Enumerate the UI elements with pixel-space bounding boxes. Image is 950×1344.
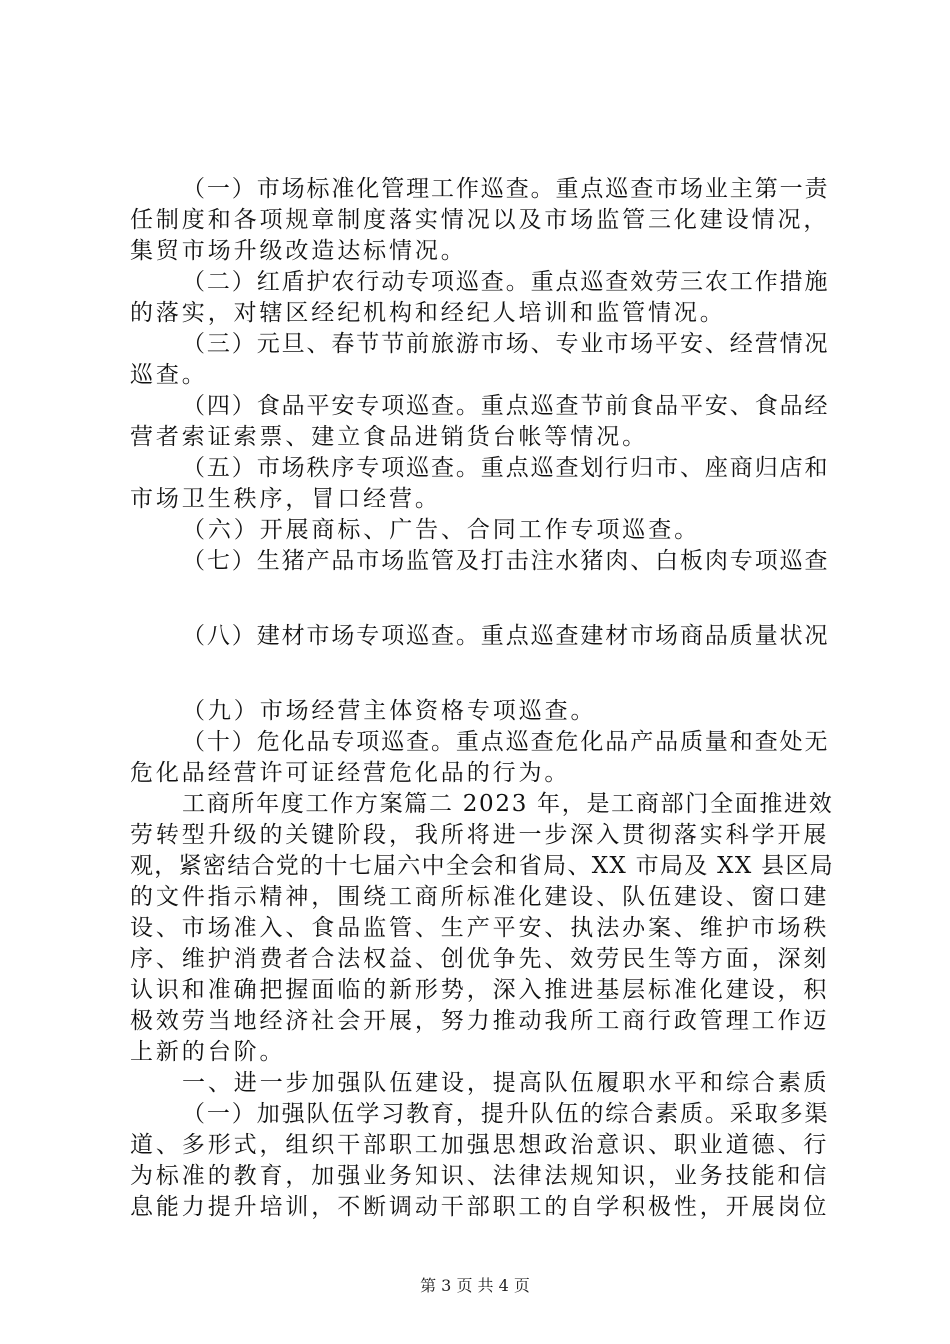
text-line: （四）食品平安专项巡查。重点巡查节前食品平安、食品经: [182, 393, 830, 419]
text-line: （二）红盾护农行动专项巡查。重点巡查效劳三农工作措施: [182, 269, 830, 295]
text-line: （六）开展商标、广告、合同工作专项巡查。: [182, 517, 700, 543]
text-line: 任制度和各项规章制度落实情况以及市场监管三化建设情况，: [130, 207, 830, 233]
text-line: （一）加强队伍学习教育，提升队伍的综合素质。采取多渠: [182, 1101, 830, 1127]
text-line: 劳转型升级的关键阶段，我所将进一步深入贯彻落实科学开展: [130, 822, 830, 848]
text-line: （三）元旦、春节节前旅游市场、专业市场平安、经营情况: [182, 331, 830, 357]
text-line: （七）生猪产品市场监管及打击注水猪肉、白板肉专项巡查: [182, 548, 830, 574]
text-line: 的文件指示精神，围绕工商所标准化建设、队伍建设、窗口建: [130, 884, 830, 910]
document-body: [130, 174, 834, 1223]
text-line: （一）市场标准化管理工作巡查。重点巡查市场业主第一责: [182, 176, 830, 202]
page-number: 第 3 页 共 4 页: [420, 1276, 530, 1295]
text-line: （八）建材市场专项巡查。重点巡查建材市场商品质量状况: [182, 623, 830, 649]
text-line: 巡查。: [130, 362, 208, 388]
text-line: 危化品经营许可证经营危化品的行为。: [130, 760, 571, 786]
text-line: 的落实，对辖区经纪机构和经纪人培训和监管情况。: [130, 300, 726, 326]
text-line: （九）市场经营主体资格专项巡查。: [182, 698, 597, 724]
blank-line: [130, 652, 834, 696]
text-line: 上新的台阶。: [130, 1039, 286, 1065]
text-line: 集贸市场升级改造达标情况。: [130, 238, 467, 264]
text-line: 息能力提升培训，不断调动干部职工的自学积极性，开展岗位: [130, 1194, 830, 1220]
text-line: 序、维护消费者合法权益、创优争先、效劳民生等方面，深刻: [130, 946, 830, 972]
text-line: 极效劳当地经济社会开展，努力推动我所工商行政管理工作迈: [130, 1008, 830, 1034]
text-line: 为标准的教育，加强业务知识、法律法规知识，业务技能和信: [130, 1163, 830, 1189]
section-heading: 一、进一步加强队伍建设，提高队伍履职水平和综合素质: [182, 1070, 830, 1096]
text-line: （十）危化品专项巡查。重点巡查危化品产品质量和查处无: [182, 729, 830, 755]
text-line: （五）市场秩序专项巡查。重点巡查划行归市、座商归店和: [182, 455, 830, 481]
text-line: 设、市场准入、食品监管、生产平安、执法办案、维护市场秩: [130, 915, 830, 941]
text-line: 认识和准确把握面临的新形势，深入推进基层标准化建设，积: [130, 977, 830, 1003]
blank-line: [130, 577, 834, 621]
text-line: 道、多形式，组织干部职工加强思想政治意识、职业道德、行: [130, 1132, 830, 1158]
text-line: 工商所年度工作方案篇二 2023 年，是工商部门全面推进效: [182, 791, 834, 817]
text-line: 营者索证索票、建立食品进销货台帐等情况。: [130, 424, 648, 450]
text-line: 市场卫生秩序，冒口经营。: [130, 486, 441, 512]
text-line: 观，紧密结合党的十七届六中全会和省局、XX 市局及 XX 县区局: [130, 853, 835, 879]
